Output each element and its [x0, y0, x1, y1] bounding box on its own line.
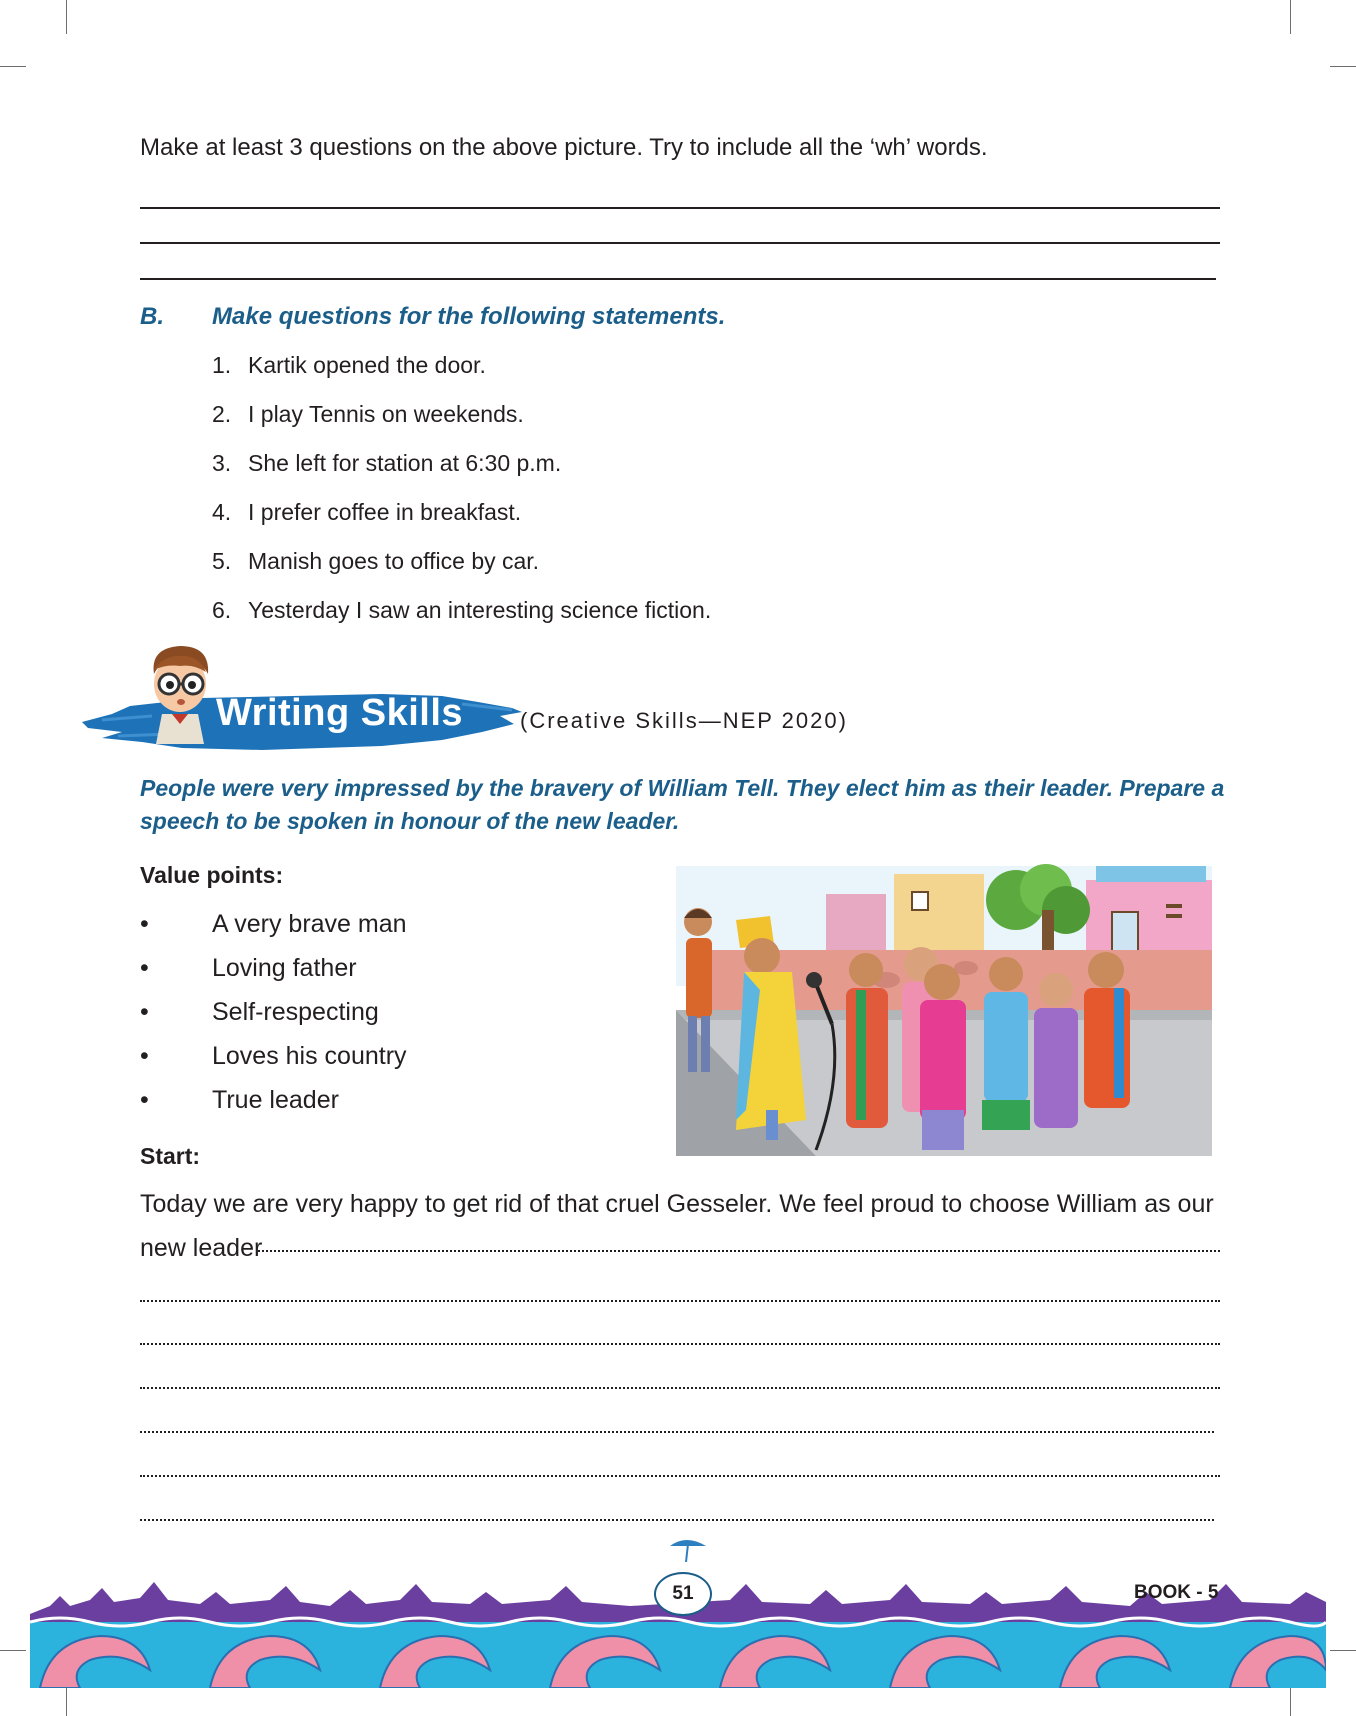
answer-dotted-line[interactable]	[140, 1519, 1214, 1521]
crop-mark	[0, 66, 26, 67]
item-text: Kartik opened the door.	[248, 352, 486, 378]
intro-question: Make at least 3 questions on the above picture. Try to include all the ‘wh’ words.	[140, 134, 988, 161]
item-number: 2.	[212, 401, 232, 427]
list-item	[212, 352, 711, 401]
page-number: 51	[654, 1572, 712, 1616]
value-point-text: A very brave man	[212, 910, 407, 938]
value-point-text: Loves his country	[212, 1042, 407, 1070]
item-text: Yesterday I saw an interesting science fiction.	[248, 597, 712, 623]
writing-skills-title: Writing Skills	[216, 692, 464, 734]
answer-dotted-line[interactable]	[140, 1475, 1220, 1477]
crop-mark	[1330, 1650, 1356, 1651]
crop-mark	[0, 1650, 26, 1651]
answer-dotted-line[interactable]	[140, 1431, 1214, 1433]
value-point-text: Loving father	[212, 954, 357, 982]
list-item	[212, 450, 711, 499]
writing-prompt: People were very impressed by the bravery of William Tell. They elect him as their leader. Prepare a speech to be spoken in honour of the new leader.	[140, 775, 1225, 834]
list-item	[140, 998, 407, 1042]
list-item	[212, 548, 711, 597]
value-point-text: Self-respecting	[212, 998, 379, 1026]
item-text: I prefer coffee in breakfast.	[248, 499, 522, 525]
statement-list	[212, 352, 711, 646]
answer-dotted-line[interactable]	[258, 1250, 1220, 1252]
answer-dotted-line[interactable]	[140, 1300, 1220, 1302]
list-item	[140, 1042, 407, 1086]
bullet: •	[140, 910, 149, 938]
crop-mark	[1290, 0, 1291, 34]
bullet: •	[140, 998, 149, 1026]
value-point-text: True leader	[212, 1086, 339, 1114]
item-number: 4.	[212, 499, 232, 525]
item-text: Manish goes to office by car.	[248, 548, 540, 574]
list-item	[140, 1086, 407, 1130]
bullet: •	[140, 954, 149, 982]
item-text: I play Tennis on weekends.	[248, 401, 524, 427]
list-item	[212, 597, 711, 646]
value-points-heading: Value points:	[140, 862, 284, 888]
answer-line[interactable]	[140, 242, 1220, 244]
item-number: 1.	[212, 352, 232, 378]
section-title: Make questions for the following statements.	[212, 303, 726, 330]
answer-line[interactable]	[140, 278, 1216, 280]
bullet: •	[140, 1086, 149, 1114]
section-letter: B.	[140, 303, 164, 330]
item-number: 6.	[212, 597, 232, 623]
start-sentence: Today we are very happy to get rid of that cruel Gesseler. We feel proud to choose William as our new leader	[140, 1190, 1214, 1262]
list-item	[212, 499, 711, 548]
start-text	[140, 1182, 1220, 1270]
item-text: She left for station at 6:30 p.m.	[248, 450, 562, 476]
answer-line[interactable]	[140, 207, 1220, 209]
item-number: 3.	[212, 450, 232, 476]
speech-illustration	[666, 860, 1216, 1156]
answer-dotted-line[interactable]	[140, 1387, 1220, 1389]
crop-mark	[66, 0, 67, 34]
writing-skills-subtitle: (Creative Skills—NEP 2020)	[520, 708, 848, 733]
book-label: BOOK - 5	[1134, 1582, 1219, 1603]
crop-mark	[1330, 66, 1356, 67]
value-points-list	[140, 910, 407, 1130]
answer-dotted-line[interactable]	[140, 1343, 1220, 1345]
item-number: 5.	[212, 548, 232, 574]
list-item	[140, 954, 407, 998]
list-item	[140, 910, 407, 954]
boy-mascot-icon	[140, 640, 220, 744]
list-item	[212, 401, 711, 450]
start-heading: Start:	[140, 1143, 201, 1169]
bullet: •	[140, 1042, 149, 1070]
